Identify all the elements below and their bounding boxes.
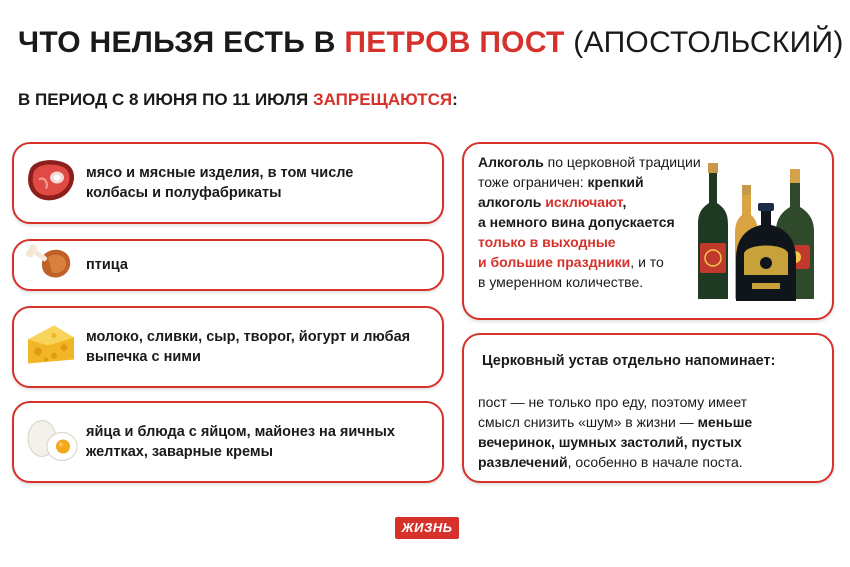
item-line: молоко, сливки, сыр, творог, йогурт и любая	[86, 329, 411, 345]
cheese-icon	[24, 320, 78, 375]
page-subtitle	[18, 90, 458, 110]
alcohol-text-part: , и то	[630, 254, 664, 270]
item-line: яйца и блюда с яйцом, майонез на яичных	[86, 424, 395, 440]
item-line: колбасы и полуфабрикаты	[86, 185, 282, 201]
alcohol-bold: крепкий	[587, 174, 644, 190]
church-rule-part: , особенно в начале поста.	[567, 454, 743, 470]
alcohol-text-part: тоже ограничен:	[478, 174, 588, 190]
meat-icon	[24, 156, 78, 211]
title-part1: ЧТО НЕЛЬЗЯ ЕСТЬ В	[18, 26, 345, 59]
alcohol-red: исключают	[545, 194, 623, 210]
church-rule-line: пост — не только про еду, поэтому имеет	[478, 394, 748, 410]
item-line: выпечка с ними	[86, 349, 201, 365]
alcohol-bold: ,	[622, 194, 627, 210]
forbidden-item-text	[86, 255, 432, 275]
alcohol-bold: а немного вина допускается	[478, 214, 675, 230]
church-rule-text	[478, 392, 808, 472]
forbidden-item-text	[86, 422, 432, 462]
forbidden-item-dairy	[12, 306, 444, 388]
forbidden-item-meat	[12, 142, 444, 224]
subtitle-part2: :	[452, 90, 458, 109]
item-line: желтках, заварные кремы	[86, 444, 273, 460]
alcohol-red: и большие праздники	[478, 254, 631, 270]
forbidden-item-eggs	[12, 401, 444, 483]
alcohol-bold: Алкоголь	[478, 154, 544, 170]
item-line: мясо и мясные изделия, в том числе	[86, 165, 354, 181]
church-rule-heading: Церковный устав отдельно напоминает:	[482, 353, 776, 369]
subtitle-accent: ЗАПРЕЩАЮТСЯ	[312, 90, 453, 109]
alcohol-text-part: в умеренном количестве.	[478, 274, 644, 290]
church-rule-card	[462, 333, 834, 483]
forbidden-item-text	[86, 327, 432, 367]
egg-icon	[24, 415, 80, 470]
church-rule-bold: вечеринок, шумных застолий, пустых	[478, 434, 742, 450]
title-part2: (АПОСТОЛЬСКИЙ)	[564, 26, 844, 59]
alcohol-card	[462, 142, 834, 320]
subtitle-part1: В ПЕРИОД С 8 ИЮНЯ ПО 11 ИЮЛЯ	[18, 90, 313, 109]
title-accent: ПЕТРОВ ПОСТ	[344, 26, 565, 59]
alcohol-red: только в выходные	[478, 234, 616, 250]
bottles-icon	[692, 163, 820, 308]
item-line: птица	[86, 257, 128, 273]
forbidden-item-poultry	[12, 239, 444, 291]
church-rule-part: смысл снизить «шум» в жизни —	[478, 414, 698, 430]
brand-logo: ЖИЗНЬ	[395, 517, 459, 539]
chicken-leg-icon	[24, 241, 78, 290]
forbidden-item-text	[86, 163, 432, 203]
alcohol-bold: алкоголь	[478, 194, 546, 210]
church-rule-bold: развлечений	[478, 454, 568, 470]
page-title	[18, 26, 844, 60]
church-rule-bold: меньше	[697, 414, 753, 430]
alcohol-text-part: по церковной традиции	[543, 154, 701, 170]
